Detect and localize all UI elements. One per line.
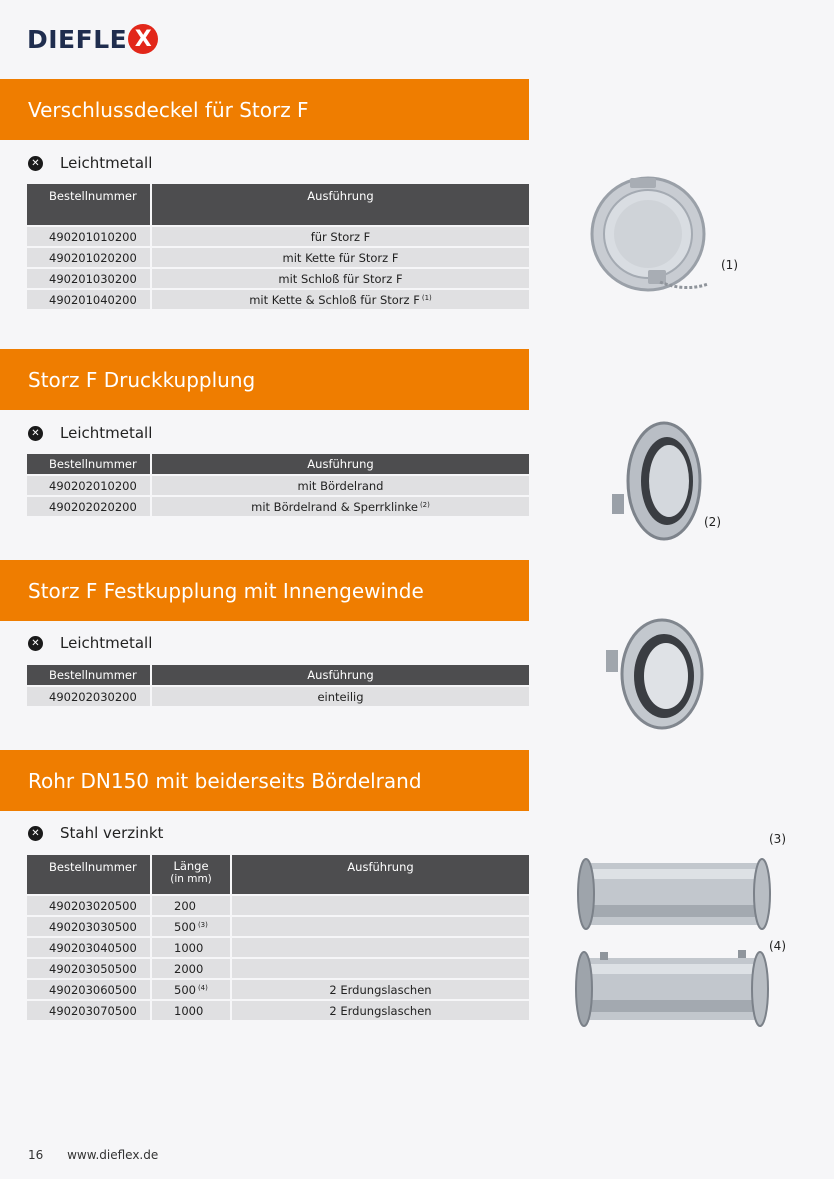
material-label: Leichtmetall — [60, 154, 153, 172]
order-number: 490201030200 — [27, 268, 151, 289]
order-number: 490203050500 — [27, 958, 151, 979]
footnote-ref: (4) — [197, 983, 208, 992]
x-bullet-icon: ✕ — [28, 636, 43, 651]
length-cell: 1000 — [151, 1000, 231, 1020]
image-ref-2: (2) — [704, 515, 721, 529]
footnote-ref: (2) — [419, 500, 430, 509]
variant-cell: mit Bördelrand & Sperrklinke $^{(2)}$ — [151, 496, 529, 516]
section-title-druckkupplung: Storz F Druckkupplung — [0, 349, 529, 410]
length-cell: 500 $^{(4)}$ — [151, 979, 231, 1000]
material-label: Leichtmetall — [60, 424, 153, 442]
pipe-image-short — [574, 853, 774, 935]
length-cell: 1000 — [151, 937, 231, 958]
table-row — [27, 937, 529, 958]
variant-cell: 2 Erdungslaschen — [231, 979, 529, 1000]
order-number: 490203060500 — [27, 979, 151, 1000]
order-number: 490201010200 — [27, 226, 151, 247]
table-row — [27, 268, 529, 289]
table-row — [27, 1000, 529, 1020]
table-row — [27, 475, 529, 496]
table-row — [27, 958, 529, 979]
order-number: 490203030500 — [27, 916, 151, 937]
material-label: Leichtmetall — [60, 634, 153, 652]
material-line — [28, 154, 152, 172]
variant-cell: mit Kette für Storz F — [151, 247, 529, 268]
col-header-laenge — [151, 855, 231, 895]
table-row — [27, 979, 529, 1000]
section-title-festkupplung: Storz F Festkupplung mit Innengewinde — [0, 560, 529, 621]
length-cell: 2000 — [151, 958, 231, 979]
product-table-druckkupplung — [27, 454, 529, 516]
image-ref-3: (3) — [769, 832, 786, 846]
col-header-ausfuehrung: Ausführung — [151, 665, 529, 686]
table-row — [27, 895, 529, 916]
variant-cell: mit Schloß für Storz F — [151, 268, 529, 289]
variant-cell — [231, 895, 529, 916]
laenge-label: Länge — [173, 859, 209, 873]
section-title-rohr: Rohr DN150 mit beiderseits Bördelrand — [0, 750, 529, 811]
table-row — [27, 686, 529, 706]
laenge-unit: (in mm) — [170, 873, 212, 885]
variant-cell: mit Kette & Schloß für Storz F $^{(1)}$ — [151, 289, 529, 309]
pipe-image-with-lugs — [570, 946, 774, 1032]
order-number: 490203070500 — [27, 1000, 151, 1020]
logo-x-mark: X — [128, 24, 158, 54]
order-number: 490201040200 — [27, 289, 151, 309]
material-line — [28, 634, 152, 652]
x-bullet-icon: ✕ — [28, 826, 43, 841]
product-table-festkupplung — [27, 665, 529, 706]
coupling-image — [612, 420, 702, 542]
col-header-ausfuehrung: Ausführung — [151, 454, 529, 475]
footnote-ref: (1) — [421, 293, 432, 302]
variant-cell: einteilig — [151, 686, 529, 706]
variant-cell: für Storz F — [151, 226, 529, 247]
variant-cell: 2 Erdungslaschen — [231, 1000, 529, 1020]
material-label: Stahl verzinkt — [60, 824, 164, 842]
image-ref-4: (4) — [769, 939, 786, 953]
table-row — [27, 247, 529, 268]
x-bullet-icon: ✕ — [28, 156, 43, 171]
logo-text: DIEFLE — [27, 24, 128, 54]
product-table-rohr — [27, 855, 529, 1020]
col-header-bestellnummer: Bestellnummer — [27, 184, 151, 226]
image-ref-1: (1) — [721, 258, 738, 272]
col-header-ausfuehrung: Ausführung — [151, 184, 529, 226]
length-cell: 200 — [151, 895, 231, 916]
dieflex-logo[interactable] — [27, 22, 158, 56]
length-cell: 500 $^{(3)}$ — [151, 916, 231, 937]
footnote-ref: (3) — [197, 920, 208, 929]
cap-image — [590, 174, 720, 304]
order-number: 490201020200 — [27, 247, 151, 268]
material-line — [28, 424, 152, 442]
variant-cell — [231, 958, 529, 979]
order-number: 490203020500 — [27, 895, 151, 916]
col-header-bestellnummer: Bestellnummer — [27, 454, 151, 475]
variant-cell: mit Bördelrand — [151, 475, 529, 496]
order-number: 490202010200 — [27, 475, 151, 496]
material-line — [28, 824, 163, 842]
variant-cell — [231, 937, 529, 958]
table-row — [27, 916, 529, 937]
col-header-bestellnummer: Bestellnummer — [27, 855, 151, 895]
col-header-ausfuehrung: Ausführung — [231, 855, 529, 895]
footer-url[interactable]: www.dieflex.de — [67, 1148, 159, 1162]
col-header-bestellnummer: Bestellnummer — [27, 665, 151, 686]
table-row — [27, 289, 529, 309]
order-number: 490202030200 — [27, 686, 151, 706]
table-row — [27, 496, 529, 516]
x-bullet-icon: ✕ — [28, 426, 43, 441]
page-number: 16 — [28, 1148, 44, 1162]
table-row — [27, 226, 529, 247]
order-number: 490203040500 — [27, 937, 151, 958]
page-footer — [28, 1148, 178, 1162]
order-number: 490202020200 — [27, 496, 151, 516]
product-table-verschlussdeckel — [27, 184, 529, 309]
variant-cell — [231, 916, 529, 937]
section-title-verschlussdeckel: Verschlussdeckel für Storz F — [0, 79, 529, 140]
threaded-coupling-image — [606, 616, 706, 732]
